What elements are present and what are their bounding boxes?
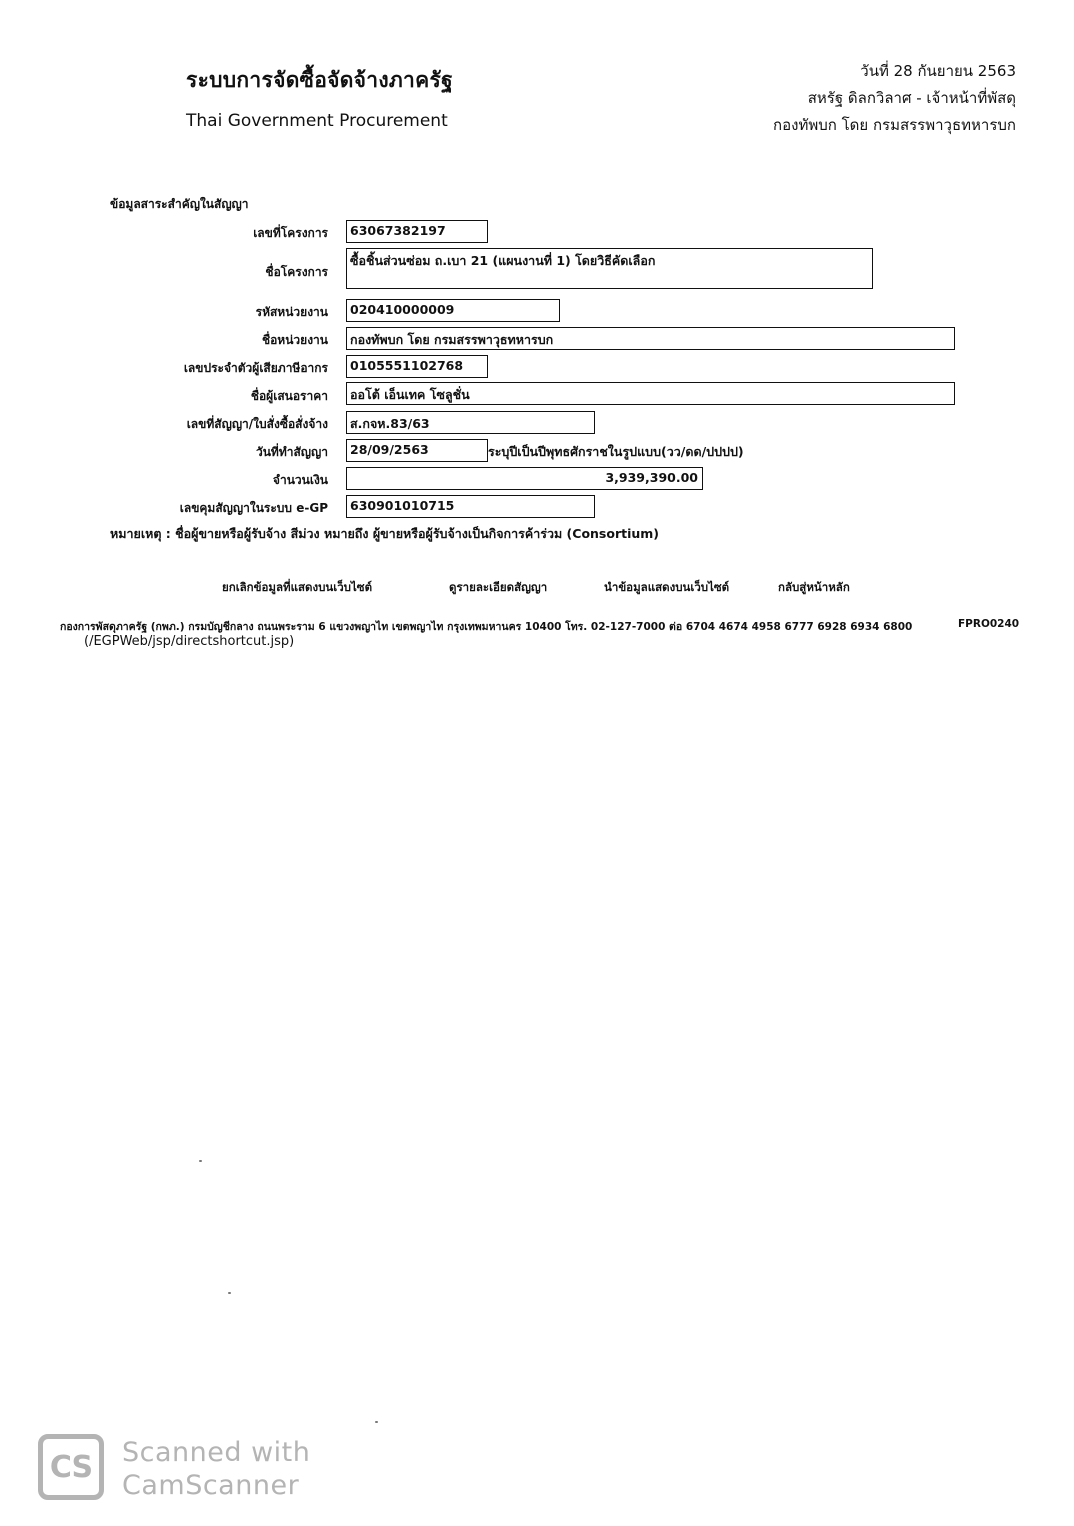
amount-field[interactable]: 3,939,390.00 (346, 467, 703, 490)
remark-prefix: หมายเหตุ : ชื่อผู้ขายหรือผู้รับจ้าง (110, 526, 287, 541)
footer-address: กองการพัสดุภาครัฐ (กพภ.) กรมบัญชีกลาง ถนนพระราม 6 แขวงพญาไท เขตพญาไท กรุงเทพมหานคร 10400 โทร. 02-127-7000 ต่อ 6704 4674 4958 6777 6928 6934 6800 (60, 621, 913, 633)
bidder-name-field[interactable]: ออโต้ เอ็นเทค โซลูชั่น (346, 382, 955, 405)
project-name-label: ชื่อโครงการ (265, 265, 328, 279)
agency-code-label: รหัสหน่วยงาน (255, 305, 328, 319)
egp-no-field[interactable]: 630901010715 (346, 495, 595, 518)
footer-page-path: (/EGPWeb/jsp/directshortcut.jsp) (84, 634, 295, 649)
agency-name-field[interactable]: กองทัพบก โดย กรมสรรพาวุธทหารบก (346, 327, 955, 350)
display-on-website-link[interactable]: นำข้อมูลแสดงบนเว็บไซต์ (604, 580, 730, 594)
scan-speck (199, 1160, 202, 1162)
bidder-name-label: ชื่อผู้เสนอราคา (250, 389, 328, 403)
camscanner-logo-icon (38, 1434, 104, 1500)
scan-speck (228, 1292, 231, 1294)
remark-suffix: หมายถึง ผู้ขายหรือผู้รับจ้างเป็นกิจการค้าร่วม (Consortium) (323, 526, 660, 541)
camscanner-watermark (122, 1436, 310, 1502)
contract-no-label: เลขที่สัญญา/ใบสั่งซื้อสั่งจ้าง (186, 417, 328, 431)
scan-speck (375, 1421, 378, 1423)
section-title: ข้อมูลสาระสำคัญในสัญญา (110, 197, 249, 211)
contract-date-hint: ระบุปีเป็นปีพุทธศักราชในรูปแบบ(วว/ดด/ปปปป) (488, 444, 744, 459)
agency-name-label: ชื่อหน่วยงาน (261, 333, 328, 347)
contract-date-field[interactable]: 28/09/2563 (346, 439, 488, 462)
tax-id-field[interactable]: 0105551102768 (346, 355, 488, 378)
watermark-line-2: CamScanner (122, 1470, 300, 1501)
remark-note (110, 524, 659, 544)
watermark-line-1: Scanned with (122, 1437, 311, 1468)
header-info (773, 58, 1016, 139)
amount-label: จำนวนเงิน (272, 473, 328, 487)
user-name: สหรัฐ ดิลกวิลาศ - เจ้าหน้าที่พัสดุ (807, 89, 1016, 107)
print-date: วันที่ 28 กันยายน 2563 (860, 62, 1016, 80)
system-title-thai: ระบบการจัดซื้อจัดจ้างภาครัฐ (186, 68, 453, 92)
cancel-display-link[interactable]: ยกเลิกข้อมูลที่แสดงบนเว็บไซต์ (222, 580, 373, 594)
contract-no-field[interactable]: ส.กจห.83/63 (346, 411, 595, 434)
contract-date-label: วันที่ทำสัญญา (255, 445, 328, 459)
footer-page-code: FPRO0240 (958, 618, 1020, 630)
project-no-label: เลขที่โครงการ (253, 226, 328, 240)
view-contract-detail-link[interactable]: ดูรายละเอียดสัญญา (449, 580, 548, 594)
system-title-english: Thai Government Procurement (186, 111, 448, 131)
egp-no-label: เลขคุมสัญญาในระบบ e-GP (179, 501, 328, 515)
back-to-home-link[interactable]: กลับสู่หน้าหลัก (778, 580, 850, 594)
project-name-field[interactable]: ซื้อชิ้นส่วนซ่อม ถ.เบา 21 (แผนงานที่ 1) โดยวิธีคัดเลือก (346, 248, 873, 289)
organization-name: กองทัพบก โดย กรมสรรพาวุธทหารบก (773, 116, 1016, 134)
project-no-field[interactable]: 63067382197 (346, 220, 488, 243)
agency-code-field[interactable]: 020410000009 (346, 299, 560, 322)
camscanner-logo-text: CS (49, 1449, 93, 1485)
tax-id-label: เลขประจำตัวผู้เสียภาษีอากร (183, 361, 328, 375)
remark-highlight: สีม่วง (290, 526, 320, 541)
